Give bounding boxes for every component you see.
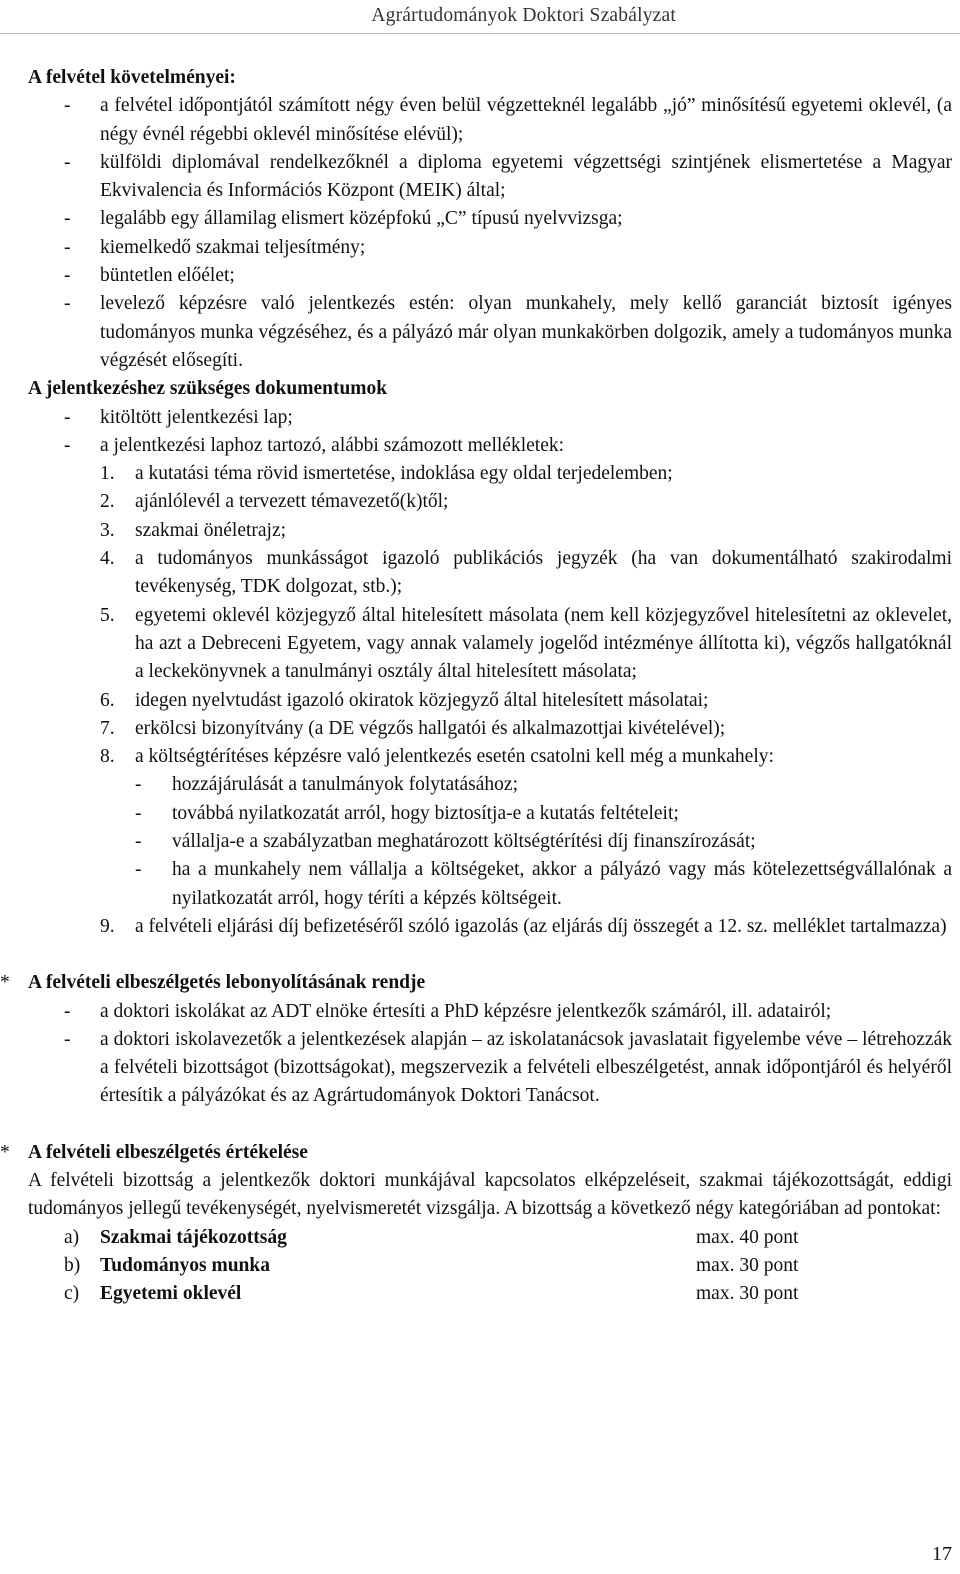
list-marker: -	[135, 774, 142, 796]
documents-list	[28, 404, 952, 942]
interview-procedure-list	[28, 998, 952, 1111]
attachment-item	[28, 517, 952, 545]
attachment-text: szakmai önéletrajz;	[135, 519, 287, 541]
attachment-number: 4.	[100, 548, 115, 570]
section-spacer	[28, 1111, 952, 1139]
list-item	[28, 149, 952, 206]
score-table	[28, 1224, 952, 1309]
attachment-number: 6.	[100, 689, 115, 711]
documents-heading: A jelentkezéshez szükséges dokumentumok	[28, 378, 388, 400]
list-item-text: ha a munkahely nem vállalja a költségeket, akkor a pályázó vagy más kötelezettségvállalónak a nyilatkozatát arról, hogy téríti a képzés költségeit.	[172, 859, 952, 909]
score-row	[28, 1224, 952, 1252]
admission-requirements-heading: A felvétel követelményei:	[28, 67, 236, 88]
section-spacer	[28, 941, 952, 969]
list-item	[28, 404, 952, 432]
list-item-text: külföldi diplomával rendelkezőknél a diploma egyetemi végzettségi szintjének elismertetése a Magyar Ekvivalencia és Információs Központ (MEIK) által;	[100, 151, 952, 202]
score-points: max. 40 pont	[696, 1226, 799, 1248]
list-item-text: levelező képzésre való jelentkezés estén: olyan munkahely, mely kellő garanciát biztosít igényes tudományos munka végzéséhez, és a pályázó már olyan munkakörben dolgozik, amely a tudományos munka végzését elősegíti.	[100, 293, 952, 371]
attachment-text: idegen nyelvtudást igazoló okiratok közjegyző által hitelesített másolatai;	[135, 689, 709, 711]
score-category: Szakmai tájékozottság	[100, 1226, 287, 1248]
section-heading-text: A felvételi elbeszélgetés lebonyolításának rendje	[28, 972, 426, 994]
attachment-item	[28, 460, 952, 488]
attachment-item	[28, 545, 952, 602]
attachment-number: 9.	[100, 915, 115, 937]
attachment-number: 3.	[100, 519, 115, 541]
list-marker: -	[64, 434, 71, 456]
list-item-text: hozzájárulását a tanulmányok folytatásához;	[172, 774, 518, 796]
list-marker: -	[135, 859, 142, 881]
admission-requirements-list	[28, 92, 952, 375]
score-row	[28, 1280, 952, 1308]
score-points: max. 30 pont	[696, 1254, 799, 1276]
score-points: max. 30 pont	[696, 1283, 799, 1305]
section-heading-text: A felvételi elbeszélgetés értékelése	[28, 1141, 308, 1163]
attachment-item	[28, 715, 952, 743]
interview-procedure-heading	[0, 969, 952, 997]
attachment-number: 8.	[100, 746, 115, 768]
list-item-text: büntetlen előélet;	[100, 265, 235, 287]
employer-item	[28, 856, 952, 913]
page-number: 17	[932, 1542, 952, 1565]
evaluation-paragraph: A felvételi bizottság a jelentkezők doktori munkájával kapcsolatos elképzeléseit, szakmai tájékozottságát, eddigi tudományos jellegű tevékenységét, nyelvismeretét vizsgálja. A bizottság a következő négy kategóriában ad pontokat:	[28, 1169, 952, 1220]
list-item	[28, 432, 952, 460]
list-marker: -	[64, 293, 71, 315]
list-item-text: a jelentkezési laphoz tartozó, alábbi számozott mellékletek:	[100, 434, 565, 456]
list-marker: -	[135, 802, 142, 824]
list-item-text: a felvétel időpontjától számított négy éven belül végzetteknél legalább „jó” minősítésű egyetemi oklevél, (a négy évnél régebbi oklevél minősítése elévül);	[100, 95, 952, 145]
list-marker: -	[135, 831, 142, 853]
score-category: Egyetemi oklevél	[100, 1283, 242, 1305]
list-marker: -	[64, 406, 71, 428]
attachment-text: a kutatási téma rövid ismertetése, indoklása egy oldal terjedelemben;	[135, 463, 673, 485]
attachment-item	[28, 602, 952, 687]
score-letter: a)	[64, 1226, 80, 1248]
list-marker: -	[64, 95, 71, 117]
header-divider	[0, 33, 960, 34]
list-item-text: kitöltött jelentkezési lap;	[100, 406, 293, 428]
attachment-text: erkölcsi bizonyítvány (a DE végzős hallgatói és alkalmazottjai kivételével);	[135, 717, 726, 739]
list-item	[28, 92, 952, 149]
employer-item	[28, 828, 952, 856]
list-marker: -	[64, 208, 71, 230]
list-item-text: legalább egy államilag elismert középfokú „C” típusú nyelvvizsga;	[100, 208, 623, 230]
attachment-text: ajánlólevél a tervezett témavezető(k)től;	[135, 491, 449, 513]
list-item	[28, 290, 952, 375]
list-marker: -	[64, 1028, 71, 1050]
attachment-text: a felvételi eljárási díj befizetéséről szóló igazolás (az eljárás díj összegét a 12. sz. melléklet tartalmazza)	[135, 915, 947, 937]
list-marker: -	[64, 151, 71, 173]
footnote-star: *	[0, 1141, 10, 1163]
list-marker: -	[64, 1000, 71, 1022]
score-row	[28, 1252, 952, 1280]
list-item-text: a doktori iskolákat az ADT elnöke értesíti a PhD képzésre jelentkezők számáról, ill. adatairól;	[100, 1000, 832, 1022]
attachment-number: 2.	[100, 491, 115, 513]
list-item	[28, 205, 952, 233]
list-marker: -	[64, 236, 71, 258]
list-item	[28, 998, 952, 1026]
list-item	[28, 1026, 952, 1111]
attachment-item	[28, 913, 952, 941]
list-item-text: a doktori iskolavezetők a jelentkezések alapján – az iskolatanácsok javaslatait figyelembe véve – létrehozzák a felvételi bizottságot (bizottságokat), megszervezik a felvételi elbeszélgetést, annak időpontjáról és helyéről értesítik a pályázókat és az Agrártudományok Doktori Tanácsot.	[100, 1028, 952, 1107]
attachment-text: egyetemi oklevél közjegyző által hitelesített másolata (nem kell közjegyzővel hitelesítetni az oklevelet, ha azt a Debreceni Egyetem, vagy annak valamely jogelőd intézménye állította ki), végzős hallgatóknál a leckekönyvnek a tanulmányi osztály által hitelesített másolata;	[135, 604, 952, 683]
interview-evaluation-heading	[0, 1139, 952, 1167]
attachment-item	[28, 687, 952, 715]
attachment-number: 1.	[100, 463, 115, 485]
employer-item	[28, 771, 952, 799]
list-item-text: vállalja-e a szabályzatban meghatározott költségtérítési díj finanszírozását;	[172, 831, 756, 853]
attachment-number: 5.	[100, 604, 115, 626]
list-marker: -	[64, 265, 71, 287]
attachment-number: 7.	[100, 717, 115, 739]
score-category: Tudományos munka	[100, 1254, 270, 1276]
list-item-text: kiemelkedő szakmai teljesítmény;	[100, 236, 366, 258]
running-header: Agrártudományok Doktori Szabályzat	[371, 5, 676, 26]
attachment-item	[28, 488, 952, 516]
list-item-text: továbbá nyilatkozatát arról, hogy biztosítja-e a kutatás feltételeit;	[172, 802, 679, 824]
score-letter: b)	[64, 1254, 81, 1276]
list-item	[28, 234, 952, 262]
footnote-star: *	[0, 972, 10, 994]
employer-item	[28, 800, 952, 828]
attachment-item	[28, 743, 952, 771]
score-letter: c)	[64, 1283, 80, 1305]
document-body	[0, 64, 952, 1308]
attachment-text: a tudományos munkásságot igazoló publikációs jegyzék (ha van dokumentálható szakirodalmi tevékenység, TDK dolgozat, stb.);	[135, 548, 952, 598]
attachment-text: a költségtérítéses képzésre való jelentkezés esetén csatolni kell még a munkahely:	[135, 746, 774, 768]
list-item	[28, 262, 952, 290]
